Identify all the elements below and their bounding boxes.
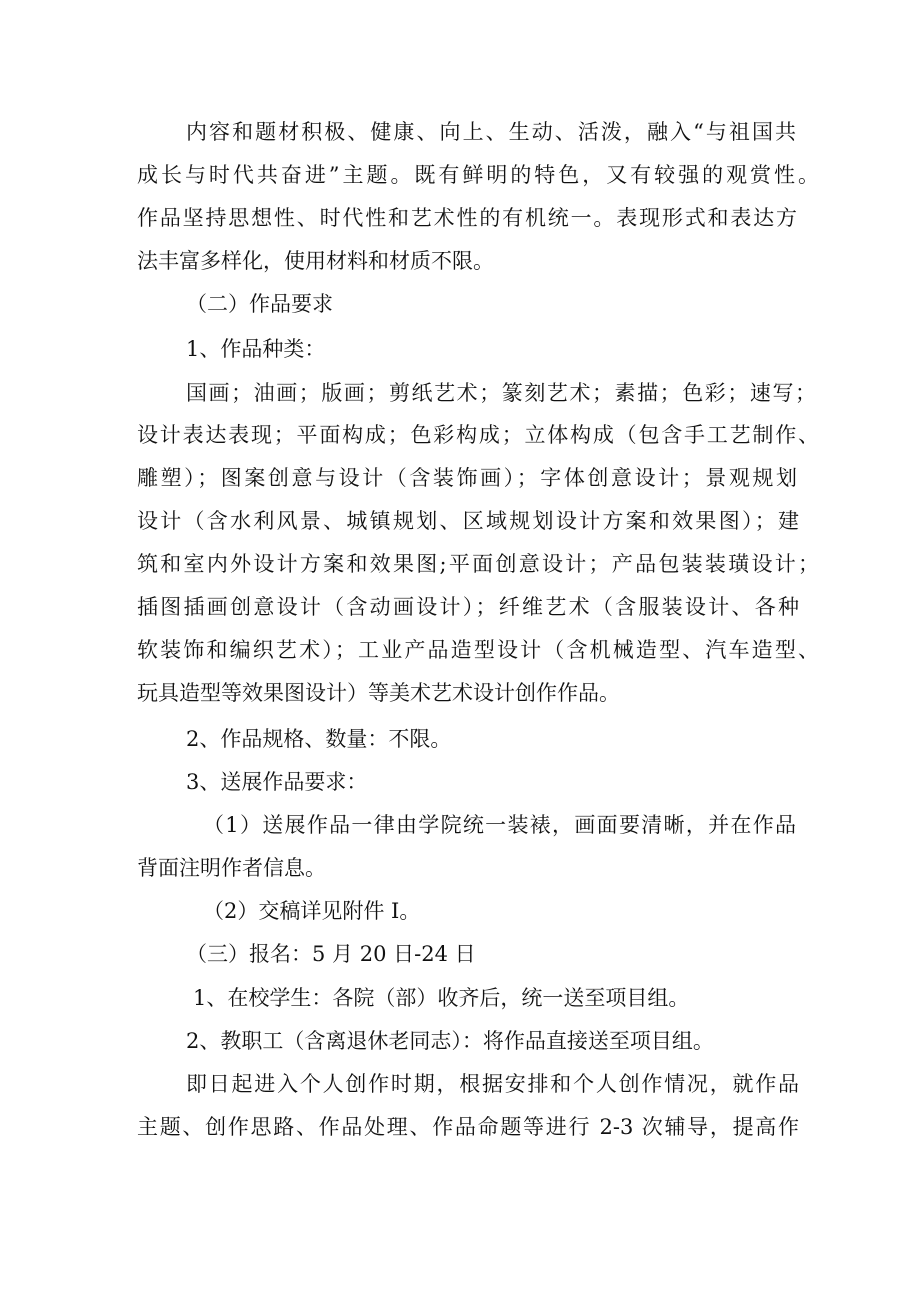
category-line-7 [137,628,819,672]
category-line-1 [186,371,816,415]
text-line: 背面注明作者信息。 [137,856,326,880]
text-line: 玩具造型等效果图设计）等美术艺术设计创作作品。 [137,681,620,705]
category-line-3 [137,456,797,500]
item-heading-2 [186,717,920,761]
text-line: 1、在校学生：各院（部）收齐后，统一送至项目组。 [193,986,690,1010]
paragraph-line-5 [186,1062,799,1106]
item-heading-1 [186,327,920,371]
paragraph-line-3 [137,196,797,240]
category-line-6 [137,585,799,629]
section-heading-3 [186,932,920,976]
paragraph-line-1 [186,110,796,154]
item-heading-text: 3、送展作品要求： [186,770,368,794]
text-line: 国画；油画；版画；剪纸艺术；篆刻艺术；素描；色彩；速写； [186,381,816,405]
item-heading-text: 1、作品种类： [186,337,326,361]
paragraph-line-4 [137,239,920,283]
text-line: （1）送展作品一律由学院统一装裱，画面要清晰，并在作品 [203,813,796,837]
requirement-line-3 [203,889,920,933]
text-line: 成长与时代共奋进”主题。既有鲜明的特色，又有较强的观赏性。 [137,163,819,187]
text-line: 软装饰和编织艺术）；工业产品造型设计（含机械造型、汽车造型、 [137,638,819,662]
text-line: 主题、创作思路、作品处理、作品命题等进行 2-3 次辅导，提高作 [137,1115,799,1139]
text-line: 即日起进入个人创作时期，根据安排和个人创作情况，就作品 [186,1072,799,1096]
paragraph-line-6 [137,1105,799,1149]
category-line-2 [137,413,819,457]
item-heading-3 [186,760,920,804]
text-line: 作品坚持思想性、时代性和艺术性的有机统一。表现形式和表达方 [137,206,797,230]
requirement-line-2 [137,846,920,890]
text-line: 法丰富多样化，使用材料和材质不限。 [137,249,494,273]
text-line: 插图插画创意设计（含动画设计）；纤维艺术（含服装设计、各种 [137,595,799,619]
text-line: 内容和题材积极、健康、向上、生动、活泼，融入“与祖国共 [186,120,796,144]
section-heading-text: （三）报名：5 月 20 日-24 日 [186,942,476,966]
requirement-line-1 [203,803,796,847]
registration-line-2 [186,1019,920,1063]
text-line: （2）交稿详见附件 I。 [203,899,421,923]
category-line-4 [137,499,799,543]
section-heading-text: （二）作品要求 [186,292,333,316]
text-line: 雕塑）；图案创意与设计（含装饰画）；字体创意设计；景观规划 [137,466,797,490]
section-heading-2 [186,282,920,326]
registration-line-1 [193,976,920,1020]
text-line: 设计（含水利风景、城镇规划、区域规划设计方案和效果图）；建 [137,509,799,533]
text-line: 设计表达表现；平面构成；色彩构成；立体构成（包含手工艺制作、 [137,423,819,447]
category-line-8 [137,671,920,715]
paragraph-line-2 [137,153,819,197]
text-line: 筑和室内外设计方案和效果图;平面创意设计；产品包装装璜设计； [137,552,819,576]
text-line: 2、教职工（含离退休老同志）：将作品直接送至项目组。 [186,1029,714,1053]
category-line-5 [137,542,819,586]
item-heading-text: 2、作品规格、数量：不限。 [186,727,452,751]
